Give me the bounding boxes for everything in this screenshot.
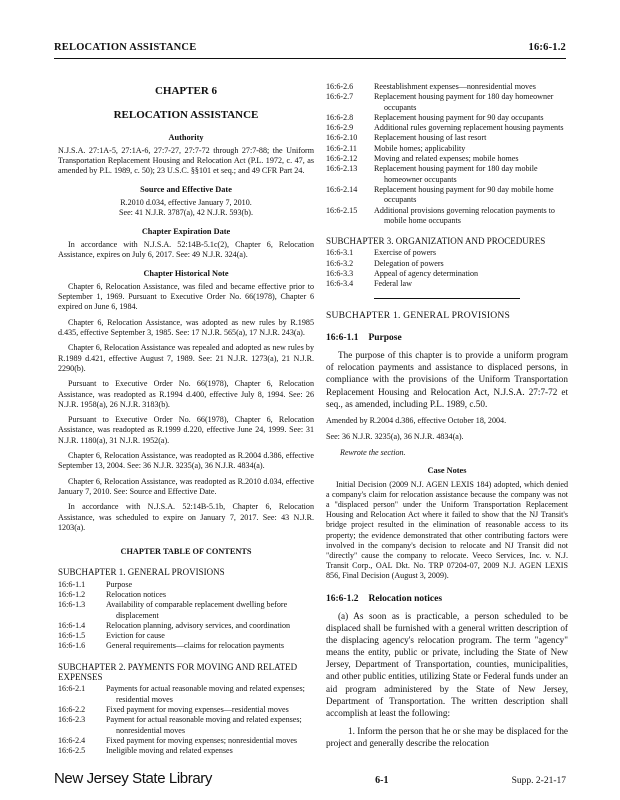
toc-subchapter-1: SUBCHAPTER 1. GENERAL PROVISIONS: [58, 567, 225, 578]
toc-entry: [326, 164, 568, 185]
toc-entry-title: Federal law: [374, 279, 412, 289]
toc-entry-title: Additional provisions governing relocation payments to mobile home occupants: [374, 205, 555, 225]
toc-entry-number: 16:6-3.2: [326, 258, 354, 268]
toc-entry-number: 16:6-1.1: [58, 579, 86, 589]
toc-list-subchapter-3: [326, 248, 568, 289]
section-number: 16:6-1.1: [326, 332, 359, 343]
history-note: Chapter 6, Relocation Assistance, was filed and became effective prior to September 1, 1969. Pursuant to Executive Order No. 66(1978), Chapter 6 expired on June 6, 1984.: [58, 281, 314, 312]
toc-subchapter-3: SUBCHAPTER 3. ORGANIZATION AND PROCEDURES: [326, 236, 546, 247]
toc-entry: [326, 206, 568, 227]
amendment-line-1: Amended by R.2004 d.386, effective October 18, 2004.: [326, 415, 507, 425]
left-column: [58, 82, 314, 756]
toc-list-subchapter-2-cont: [326, 82, 568, 226]
page-number: 6-1: [375, 775, 389, 786]
library-name: New Jersey State Library: [54, 770, 212, 787]
toc-entry-title: Delegation of powers: [374, 258, 444, 268]
source-line-2: See: 41 N.J.R. 3787(a), 42 N.J.R. 593(b).: [119, 208, 253, 218]
section-16-6-1-2-heading: [326, 594, 568, 604]
header-rule: [54, 58, 566, 59]
toc-entry-number: 16:6-2.7: [326, 92, 354, 102]
toc-entry-title: Additional rules governing replacement housing payments: [374, 123, 564, 133]
toc-entry-title: Eviction for cause: [106, 631, 165, 641]
toc-entry: [326, 279, 568, 289]
toc-entry-number: 16:6-1.5: [58, 631, 86, 641]
toc-entry: [326, 154, 568, 164]
history-note: Chapter 6, Relocation Assistance was repealed and adopted as new rules by R.1989 d.421, effective August 7, 1989. See: 21 N.J.R. 1273(a), 21 N.J.R. 2290(b).: [58, 343, 314, 373]
source-heading: Source and Effective Date: [140, 184, 232, 194]
toc-entry-title: Reestablishment expenses—nonresidential moves: [374, 82, 536, 91]
toc-entry-title: Fixed payment for moving expenses; nonresidential moves: [106, 735, 298, 745]
authority-heading: Authority: [168, 132, 204, 142]
supplement-date: Supp. 2-21-17: [511, 776, 566, 786]
toc-entry-title: Appeal of agency determination: [374, 269, 479, 279]
toc-entry-title: General requirements—claims for relocation payments: [106, 641, 284, 651]
toc-entry-number: 16:6-1.6: [58, 641, 86, 651]
page-footer: [54, 770, 566, 787]
toc-entry: [58, 684, 314, 705]
toc-entry-number: 16:6-2.1: [58, 684, 86, 694]
toc-entry: [58, 746, 314, 756]
toc-entry-title: Fixed payment for moving expenses—residential moves: [106, 704, 289, 714]
toc-entry-title: Replacement housing payment for 90 day mobile home occupants: [374, 184, 554, 205]
toc-entry-number: 16:6-3.4: [326, 279, 354, 289]
history-heading: Chapter Historical Note: [143, 268, 229, 278]
toc-entry: [326, 113, 568, 123]
toc-list-subchapter-2: [58, 684, 314, 756]
history-note: Chapter 6, Relocation Assistance, was adopted as new rules by R.1985 d.435, effective September 3, 1985. See: 17 N.J.R. 565(a), 17 N.J.R. 243(a).: [58, 317, 314, 338]
authority-text: N.J.S.A. 27:1A-5, 27:1A-6, 27:7-27, 27:7-72 through 27:7-88; the Uniform Transportation Replacement Housing and Relocation Act (P.L. 1972, c. 47, as amended by P.L. 1989, c. 50); 23 U.S.C. §§101 et seq.; and 49 CFR Part 24.: [58, 145, 314, 176]
toc-entry-number: 16:6-2.8: [326, 112, 354, 122]
source-line-1: R.2010 d.034, effective January 7, 2010.: [120, 198, 252, 208]
toc-entry-number: 16:6-2.5: [58, 746, 86, 756]
history-note: In accordance with N.J.S.A. 52:14B-5.1b, Chapter 6, Relocation Assistance, was scheduled to expire on January 7, 2017. See: 43 N.J.R. 1203(a).: [58, 502, 314, 532]
expiration-text: In accordance with N.J.S.A. 52:14B-5.1c(2), Chapter 6, Relocation Assistance, expires on July 6, 2017. See: 49 N.J.R. 324(a).: [58, 239, 314, 260]
case-notes-heading: Case Notes: [427, 466, 467, 476]
toc-entry-number: 16:6-2.12: [326, 154, 358, 164]
toc-entry: [326, 248, 568, 258]
toc-entry: [326, 82, 568, 92]
toc-entry-number: 16:6-2.4: [58, 735, 86, 745]
header-title: RELOCATION ASSISTANCE: [54, 42, 197, 53]
toc-entry: [58, 705, 314, 715]
toc-entry: [58, 736, 314, 746]
toc-entry-number: 16:6-1.2: [58, 589, 86, 599]
toc-entry-number: 16:6-2.2: [58, 704, 86, 714]
toc-entry-number: 16:6-2.6: [326, 82, 354, 91]
toc-entry: [326, 259, 568, 269]
section-16-6-1-2-para-a: (a) As soon as is practicable, a person scheduled to be displaced shall be furnished with a general written description of the displacing agency's relocation program. The term "agency" means the entity, public or private, including the State of New Jersey, Department of Transportation, counties, municipalities, and other public entities, utilizing State or Federal funds under an aid program administered by the State of New Jersey, Department of Transportation. The written description shall accomplish at least the following:: [326, 610, 568, 718]
toc-entry: [326, 92, 568, 113]
toc-entry-number: 16:6-2.11: [326, 143, 357, 153]
toc-entry-number: 16:6-1.4: [58, 620, 86, 630]
toc-entry-number: 16:6-2.3: [58, 715, 86, 725]
section-title: Purpose: [368, 332, 402, 343]
toc-entry-title: Replacement housing payment for 180 day mobile homeowner occupants: [374, 164, 538, 184]
toc-entry-title: Relocation planning, advisory services, and coordination: [106, 620, 291, 630]
toc-entry: [326, 269, 568, 279]
toc-entry: [326, 144, 568, 154]
amendment-line-3: Rewrote the section.: [340, 448, 406, 458]
history-note: Pursuant to Executive Order No. 66(1978), Chapter 6, Relocation Assistance, was readopted as R.1994 d.400, effective July 8, 1994. See: 26 N.J.R. 1958(a), 26 N.J.R. 3183(b).: [58, 379, 314, 409]
header-section: 16:6-1.2: [528, 42, 566, 53]
chapter-number: CHAPTER 6: [154, 85, 218, 97]
toc-entry-title: Relocation notices: [106, 589, 167, 599]
toc-entry: [326, 123, 568, 133]
toc-entry-number: 16:6-2.10: [326, 133, 358, 143]
toc-entry-title: Purpose: [106, 579, 133, 589]
toc-entry-title: Moving and related expenses; mobile homes: [374, 154, 519, 164]
toc-entry: [58, 580, 314, 590]
section-number: 16:6-1.2: [326, 593, 359, 604]
toc-subchapter-2: SUBCHAPTER 2. PAYMENTS FOR MOVING AND RELATED EXPENSES: [58, 661, 298, 683]
toc-entry: [58, 715, 314, 736]
subchapter-1-title: SUBCHAPTER 1. GENERAL PROVISIONS: [326, 309, 511, 321]
expiration-heading: Chapter Expiration Date: [141, 226, 231, 236]
toc-entry-title: Replacement housing payment for 90 day occupants: [374, 112, 544, 122]
amendment-line-2: See: 36 N.J.R. 3235(a), 36 N.J.R. 4834(a).: [326, 431, 464, 441]
section-16-6-1-1-heading: [326, 333, 568, 343]
toc-entry-number: 16:6-3.1: [326, 248, 354, 258]
section-title: Relocation notices: [368, 593, 443, 604]
toc-entry-title: Replacement housing of last resort: [374, 133, 487, 143]
history-note: Pursuant to Executive Order No. 66(1978), Chapter 6, Relocation Assistance, was readopted as R.1999 d.220, effective June 24, 1999. See: 31 N.J.R. 1180(a), 31 N.J.R. 1952(a).: [58, 415, 314, 445]
toc-entry-title: Payments for actual reasonable moving and related expenses; residential moves: [106, 684, 305, 704]
toc-list-subchapter-1: [58, 580, 314, 652]
toc-heading: CHAPTER TABLE OF CONTENTS: [120, 547, 252, 557]
case-notes-text: Initial Decision (2009 N.J. AGEN LEXIS 184) adopted, which denied a company's claim for relocation assistance because the company was not a "displaced person" under the Uniform Transportation Replacement Housing and Relocation Act where it failed to show that the NJ Transit's bridge project resulted in the elimination of reasonable access to its property; the evidence demonstrated that other contributing factors were involved in the company's decision to relocate and NJ Transit did not "directly" cause the company to relocate. Veeco Services, Inc. v. N.J. Transit Corp., OAL Dkt. No. TRP 07204-07, 2009 N.J. AGEN LEXIS 856, Final Decision (August 3, 2009).: [326, 479, 568, 581]
toc-entry-number: 16:6-2.9: [326, 123, 354, 133]
toc-entry: [326, 185, 568, 206]
toc-entry: [58, 621, 314, 631]
toc-entry-title: Mobile homes; applicability: [374, 143, 466, 153]
toc-entry-number: 16:6-2.14: [326, 184, 358, 194]
toc-entry-number: 16:6-1.3: [58, 600, 86, 610]
toc-entry-title: Ineligible moving and related expenses: [106, 746, 233, 756]
toc-entry: [58, 641, 314, 651]
history-note: Chapter 6, Relocation Assistance, was readopted as R.2004 d.386, effective September 13, 2004. See: 36 N.J.R. 3235(a), 36 N.J.R. 4834(a).: [58, 451, 314, 471]
toc-entry-title: Exercise of powers: [374, 248, 437, 258]
running-header: [54, 42, 566, 53]
chapter-title: RELOCATION ASSISTANCE: [113, 109, 259, 122]
toc-entry: [58, 600, 314, 621]
toc-end-rule: [374, 298, 519, 299]
toc-entry-title: Payment for actual reasonable moving and related expenses; nonresidential moves: [106, 715, 302, 735]
toc-entry: [58, 631, 314, 641]
history-note: Chapter 6, Relocation Assistance, was readopted as R.2010 d.034, effective January 7, 2010. See: Source and Effective Date.: [58, 476, 314, 496]
toc-entry-number: 16:6-3.3: [326, 269, 354, 279]
toc-entry: [58, 590, 314, 600]
toc-entry: [326, 133, 568, 143]
section-16-6-1-1-body: The purpose of this chapter is to provide a uniform program of relocation payments and assistance to displaced persons, in compliance with the provisions of the Uniform Transportation Replacement Housing and Relocation Act, N.J.S.A. 27:7-72 et seq., as amended, including P.L. 1989, c.50.: [326, 350, 568, 409]
section-16-6-1-2-para-1: 1. Inform the person that he or she may be displaced for the project and generally describe the relocation: [326, 725, 568, 748]
toc-entry-title: Availability of comparable replacement dwelling before displacement: [106, 600, 288, 620]
toc-entry-number: 16:6-2.15: [326, 205, 358, 215]
toc-entry-title: Replacement housing payment for 180 day homeowner occupants: [374, 92, 554, 112]
toc-entry-number: 16:6-2.13: [326, 164, 358, 174]
right-column: [326, 82, 568, 755]
